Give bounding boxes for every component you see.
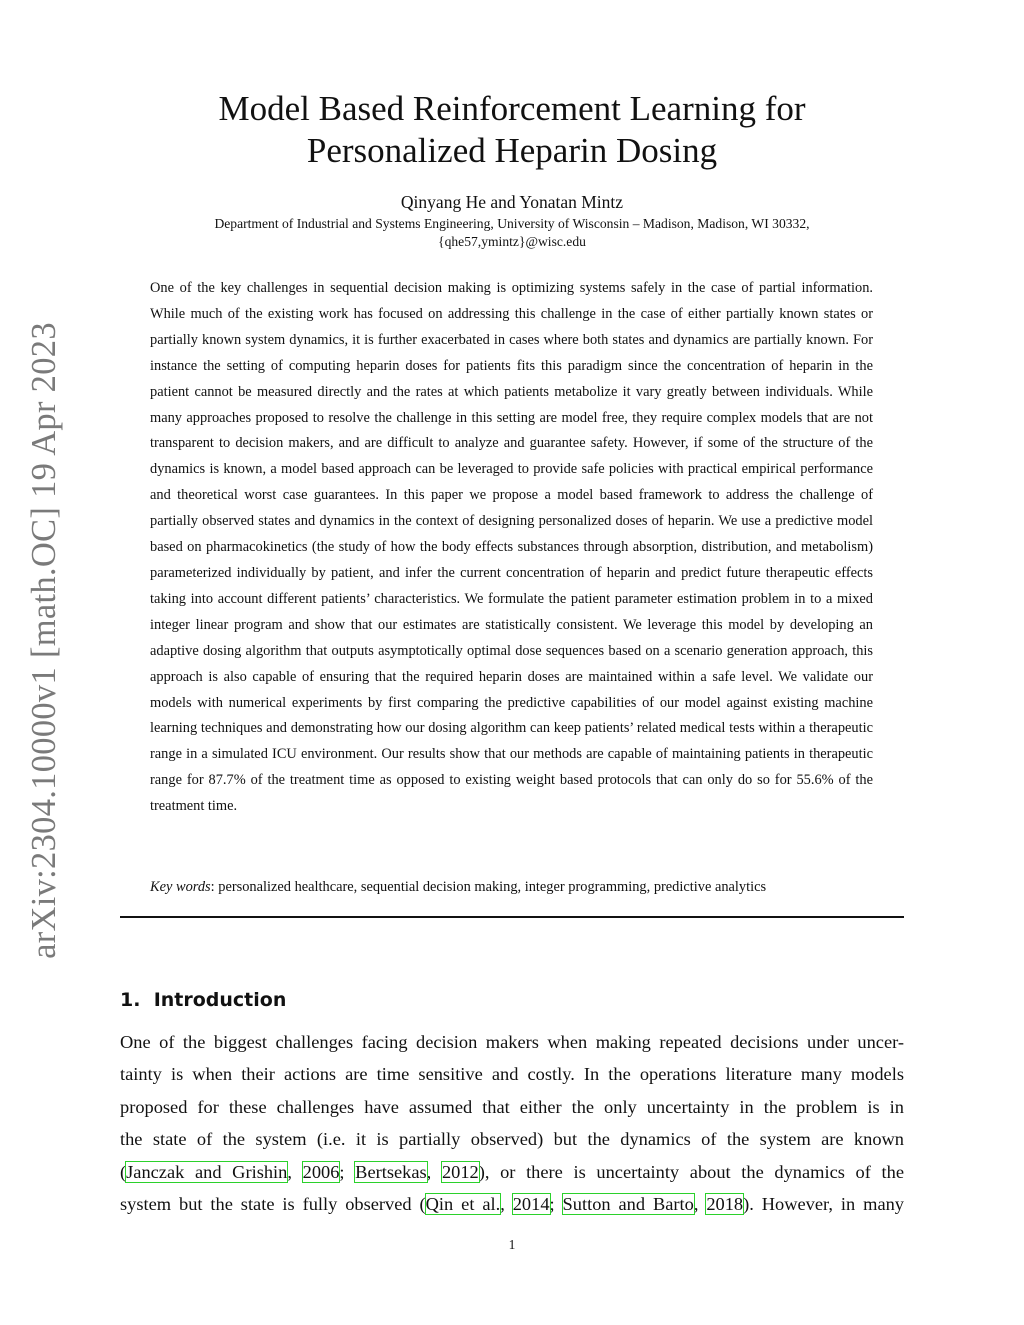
intro-text: system but the state is fully observed ( xyxy=(120,1193,426,1214)
citation-separator: , xyxy=(500,1193,513,1214)
citation-year-2012[interactable]: 2012 xyxy=(441,1161,479,1182)
intro-text: ). However, in many xyxy=(743,1193,905,1214)
title-line-2: Personalized Heparin Dosing xyxy=(306,131,718,170)
citation-janczak-grishin[interactable]: Janczak and Grishin xyxy=(126,1161,288,1182)
section-heading xyxy=(120,989,286,1011)
intro-line: the state of the system (i.e. it is partially observed) but the dynamics of the system are known xyxy=(120,1129,904,1150)
keywords-separator: : xyxy=(210,879,219,895)
citation-sutton-barto[interactable]: Sutton and Barto xyxy=(562,1193,694,1214)
keywords-label: Key words xyxy=(150,879,211,895)
arxiv-identifier: arXiv:2304.10000v1 [math.OC] 19 Apr 2023 xyxy=(24,321,63,959)
intro-line: tainty is when their actions are time sensitive and costly. In the operations literature many models xyxy=(120,1064,904,1085)
arxiv-stamp xyxy=(18,321,70,959)
intro-line-citations-2 xyxy=(120,1188,904,1220)
citation-separator: , xyxy=(693,1193,707,1214)
citation-year-2014[interactable]: 2014 xyxy=(512,1193,550,1214)
section-title: Introduction xyxy=(153,989,287,1011)
abstract: One of the key challenges in sequential decision making is optimizing systems safely in the case of partial information. While much of the existing work has focused on addressing this challenge in the case of either partially known states or partially known system dynamics, it is further exacerbated in cases where both states and dynamics are partially known. For instance the setting of computing heparin doses for patients fits this paradigm since the concentration of heparin in the patient cannot be measured directly and the rates at which patients metabolize it vary greatly between individuals. While many approaches proposed to resolve the challenge in this setting are model free, they require complex models that are not transparent to decision makers, and are difficult to analyze and guarantee safety. However, if some of the structure of the dynamics is known, a model based approach can be leveraged to provide safe policies with practical empirical performance and theoretical worst case guarantees. In this paper we propose a model based framework to address the challenge of partially observed states and dynamics in the context of designing personalized doses of heparin. We use a predictive model based on pharmacokinetics (the study of how the body effects substances through absorption, distribution, and metabolism) parameterized individually by patient, and infer the current concentration of heparin and predict future therapeutic effects taking into account different patients’ characteristics. We formulate the patient parameter estimation problem in to a mixed integer linear program and show that our estimates are statistically consistent. We leverage this model by developing an adaptive dosing algorithm that outputs asymptotically optimal dose sequences based on a scenario generation approach, this approach is also capable of ensuring that the required heparin doses are maintained within a safe level. We validate our models with numerical experiments by first comparing the predictive capabilities of our model against existing machine learning techniques and demonstrating how our dosing algorithm can keep patients’ related medical tests within a therapeutic range in a simulated ICU environment. Our results show that our methods are capable of maintaining patients in therapeutic range for 87.7% of the treatment time as opposed to existing weight based protocols that can only do so for 55.6% of the treatment time. xyxy=(150,280,873,815)
citation-qin-et-al[interactable]: Qin et al. xyxy=(425,1193,501,1214)
paren-open: ( xyxy=(120,1161,127,1182)
citation-year-2006[interactable]: 2006 xyxy=(302,1161,340,1182)
intro-line: One of the biggest challenges facing decision makers when making repeated decisions under uncer- xyxy=(120,1032,904,1052)
keywords-list: personalized healthcare, sequential decision making, integer programming, predictive analytics xyxy=(218,879,767,895)
intro-text: ), or there is uncertainty about the dynamics of the xyxy=(478,1161,904,1182)
affiliation-line-1: Department of Industrial and Systems Engineering, University of Wisconsin – Madison, Madison, WI 30332, xyxy=(214,216,810,231)
intro-line: proposed for these challenges have assumed that either the only uncertainty in the problem is in xyxy=(120,1096,904,1117)
page-number: 1 xyxy=(508,1237,516,1252)
introduction-paragraph xyxy=(120,1026,904,1220)
citation-bertsekas[interactable]: Bertsekas xyxy=(355,1161,427,1182)
authors: Qinyang He and Yonatan Mintz xyxy=(400,192,624,212)
section-divider xyxy=(120,916,904,918)
citation-separator: , xyxy=(287,1161,303,1182)
citation-separator: ; xyxy=(549,1193,563,1214)
paper-title xyxy=(120,88,904,172)
citation-separator: ; xyxy=(339,1161,356,1182)
keywords xyxy=(150,879,890,896)
affiliation xyxy=(120,215,904,251)
section-number: 1. xyxy=(120,989,141,1011)
citation-year-2018[interactable]: 2018 xyxy=(706,1193,744,1214)
citation-separator: , xyxy=(426,1161,442,1182)
affiliation-emails: {qhe57,ymintz}@wisc.edu xyxy=(438,234,586,249)
title-line-1: Model Based Reinforcement Learning for xyxy=(218,89,806,128)
intro-line-citations-1 xyxy=(120,1156,904,1188)
